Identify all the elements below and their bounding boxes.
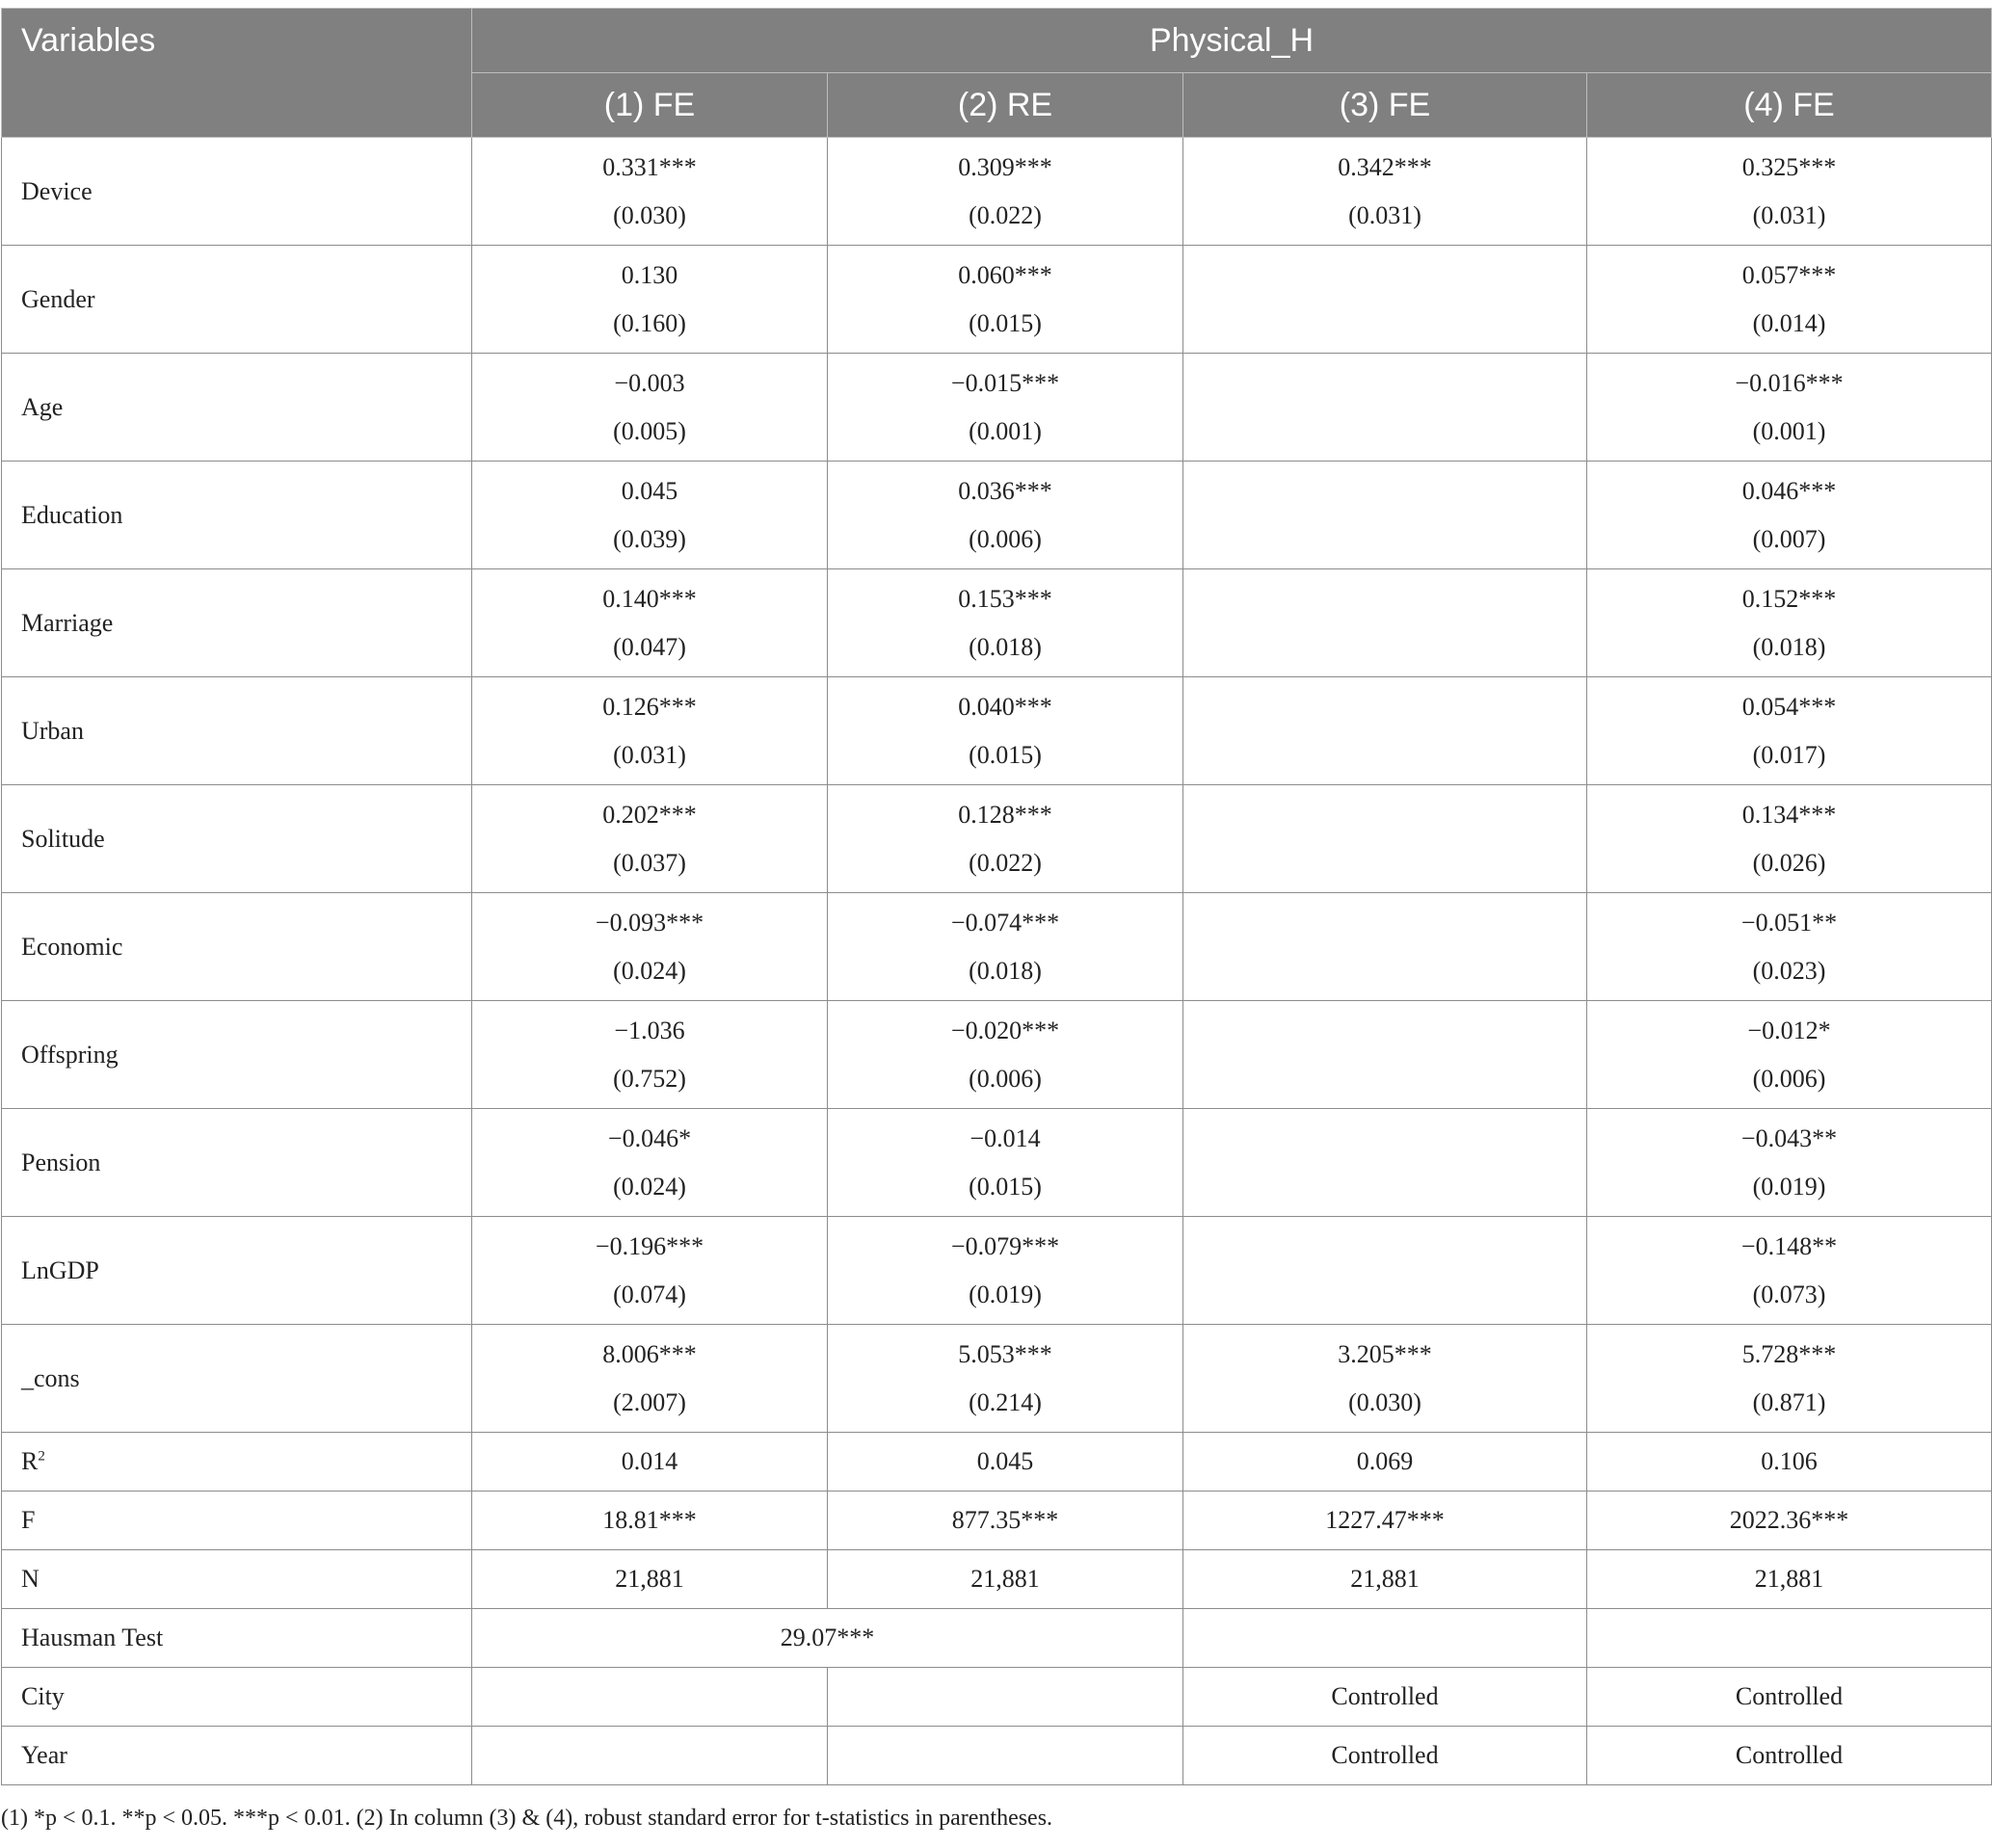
coefficient: 0.153*** [958, 584, 1052, 613]
header-col-4: (4) FE [1587, 73, 1992, 138]
row-label-n: N [2, 1550, 472, 1609]
coefficient: 5.053*** [958, 1339, 1052, 1368]
coef-cell [1587, 354, 1992, 462]
coef-cell [472, 246, 828, 354]
coefficient: −0.148** [1740, 1231, 1838, 1260]
standard-error: (0.039) [613, 524, 686, 553]
coefficient: −0.196*** [595, 1231, 704, 1260]
row-label: Offspring [2, 1001, 472, 1109]
stat-cell: 0.045 [828, 1433, 1183, 1492]
coef-cell [1587, 138, 1992, 246]
coef-cell [828, 1001, 1183, 1109]
stat-cell: 18.81*** [472, 1492, 828, 1550]
coef-cell [472, 1001, 828, 1109]
coef-cell [1587, 1109, 1992, 1217]
coef-cell [1587, 1001, 1992, 1109]
standard-error: (0.023) [1752, 956, 1826, 985]
table-row [2, 1217, 1992, 1325]
standard-error: (0.001) [969, 416, 1042, 445]
stat-cell: 21,881 [1587, 1550, 1992, 1609]
table-row [2, 1109, 1992, 1217]
coef-cell [1183, 462, 1587, 569]
stat-cell: Controlled [1183, 1668, 1587, 1727]
coef-cell [1587, 569, 1992, 677]
coef-cell [1183, 1109, 1587, 1217]
coef-cell [472, 785, 828, 893]
stat-cell: 877.35*** [828, 1492, 1183, 1550]
standard-error: (0.006) [969, 1064, 1042, 1093]
coef-cell [1183, 1217, 1587, 1325]
coef-cell [472, 893, 828, 1001]
coefficient: −0.046* [607, 1123, 692, 1152]
standard-error: (0.018) [969, 632, 1042, 661]
row-label: _cons [2, 1325, 472, 1433]
coefficient: −0.014 [969, 1123, 1041, 1152]
standard-error: (0.006) [1752, 1064, 1826, 1093]
standard-error: (0.037) [613, 848, 686, 877]
coefficient: 0.036*** [958, 476, 1052, 505]
row-label: Economic [2, 893, 472, 1001]
table-row-f [2, 1492, 1992, 1550]
standard-error: (0.018) [969, 956, 1042, 985]
coef-cell [472, 1109, 828, 1217]
hausman-value: 29.07*** [472, 1609, 1183, 1668]
coefficient: 0.046*** [1741, 476, 1837, 505]
standard-error: (0.007) [1752, 524, 1826, 553]
standard-error: (0.030) [613, 200, 686, 229]
table-row [2, 354, 1992, 462]
table-row [2, 246, 1992, 354]
coef-cell [472, 1325, 828, 1433]
coef-cell [1587, 785, 1992, 893]
stat-cell: 21,881 [828, 1550, 1183, 1609]
coefficient: 0.128*** [958, 800, 1052, 829]
row-label-f: F [2, 1492, 472, 1550]
coef-cell [828, 1325, 1183, 1433]
coefficient: 0.057*** [1741, 260, 1837, 289]
coefficient: 0.140*** [602, 584, 697, 613]
coef-cell [1183, 677, 1587, 785]
standard-error: (0.871) [1752, 1387, 1826, 1416]
table-row-city [2, 1668, 1992, 1727]
coefficient: −0.093*** [595, 908, 704, 937]
stat-cell: 1227.47*** [1183, 1492, 1587, 1550]
coefficient: 5.728*** [1741, 1339, 1837, 1368]
coef-cell [472, 462, 828, 569]
coefficient: 0.060*** [958, 260, 1052, 289]
table-row [2, 893, 1992, 1001]
header-col-1: (1) FE [472, 73, 828, 138]
table-row [2, 138, 1992, 246]
table-row [2, 1001, 1992, 1109]
standard-error: (0.005) [613, 416, 686, 445]
coefficient: −0.079*** [950, 1231, 1060, 1260]
coef-cell [1183, 569, 1587, 677]
standard-error: (0.015) [969, 1172, 1042, 1201]
table-row [2, 569, 1992, 677]
standard-error: (0.018) [1752, 632, 1826, 661]
coef-cell [828, 246, 1183, 354]
coef-cell [472, 569, 828, 677]
coef-cell [1183, 138, 1587, 246]
standard-error: (2.007) [613, 1387, 686, 1416]
stat-cell: 2022.36*** [1587, 1492, 1992, 1550]
stat-cell [472, 1668, 828, 1727]
coefficient: 0.126*** [602, 692, 697, 721]
standard-error: (0.014) [1752, 308, 1826, 337]
stat-cell: 21,881 [472, 1550, 828, 1609]
stat-cell: Controlled [1587, 1668, 1992, 1727]
coef-cell [472, 138, 828, 246]
standard-error: (0.019) [969, 1280, 1042, 1308]
coefficient: −0.012* [1747, 1016, 1831, 1044]
standard-error: (0.006) [969, 524, 1042, 553]
standard-error: (0.214) [969, 1387, 1042, 1416]
coef-cell [1587, 677, 1992, 785]
coef-cell [1587, 246, 1992, 354]
row-label: LnGDP [2, 1217, 472, 1325]
coefficient: −0.020*** [950, 1016, 1060, 1044]
row-label: Pension [2, 1109, 472, 1217]
coefficient: −0.043** [1740, 1123, 1838, 1152]
coef-cell [1183, 1325, 1587, 1433]
row-label: Device [2, 138, 472, 246]
coef-cell [828, 138, 1183, 246]
coef-cell [828, 1109, 1183, 1217]
table-row [2, 462, 1992, 569]
standard-error: (0.024) [613, 1172, 686, 1201]
coef-cell [1587, 1325, 1992, 1433]
header-col-2: (2) RE [828, 73, 1183, 138]
coef-cell [1183, 785, 1587, 893]
standard-error: (0.015) [969, 740, 1042, 769]
row-label-r2: $R^2$ [2, 1433, 472, 1492]
standard-error: (0.031) [1752, 200, 1826, 229]
coef-cell [1587, 1217, 1992, 1325]
header-variables: Variables [2, 9, 472, 138]
coef-cell [472, 354, 828, 462]
coefficient-rows [2, 138, 1992, 1433]
table-row [2, 677, 1992, 785]
coefficient: 0.342*** [1338, 152, 1432, 181]
stat-cell: 21,881 [1183, 1550, 1587, 1609]
table-row-r2 [2, 1433, 1992, 1492]
standard-error: (0.031) [1348, 200, 1421, 229]
stat-cell: Controlled [1183, 1727, 1587, 1785]
stat-cell: Controlled [1587, 1727, 1992, 1785]
coefficient: 0.130 [621, 260, 678, 289]
header-group-physical-h: Physical_H [472, 9, 1992, 73]
coef-cell [1183, 246, 1587, 354]
row-label-hausman: Hausman Test [2, 1609, 472, 1668]
coef-cell [828, 1217, 1183, 1325]
coefficient: 0.040*** [958, 692, 1052, 721]
coefficient: 0.331*** [602, 152, 697, 181]
stat-cell [1183, 1609, 1587, 1668]
stat-cell [828, 1727, 1183, 1785]
standard-error: (0.017) [1752, 740, 1826, 769]
coefficient: −0.015*** [950, 368, 1060, 397]
header-col-3: (3) FE [1183, 73, 1587, 138]
table-footnote: (1) *p < 0.1. **p < 0.05. ***p < 0.01. (2) In column (3) & (4), robust standard error for t-statistics in parentheses. [1, 1806, 1053, 1831]
standard-error: (0.047) [613, 632, 686, 661]
table-row [2, 1325, 1992, 1433]
coef-cell [828, 893, 1183, 1001]
standard-error: (0.024) [613, 956, 686, 985]
coef-cell [828, 354, 1183, 462]
coefficient: 0.202*** [602, 800, 697, 829]
coefficient: −1.036 [614, 1016, 685, 1044]
row-label: Urban [2, 677, 472, 785]
coef-cell [472, 677, 828, 785]
standard-error: (0.074) [613, 1280, 686, 1308]
coef-cell [1587, 893, 1992, 1001]
coefficient: 0.152*** [1741, 584, 1837, 613]
stat-cell: 0.014 [472, 1433, 828, 1492]
statistics-rows [2, 1433, 1992, 1785]
coefficient: −0.003 [614, 368, 685, 397]
stat-cell: 0.106 [1587, 1433, 1992, 1492]
row-label: Gender [2, 246, 472, 354]
coefficient: −0.016*** [1735, 368, 1844, 397]
table-row [2, 785, 1992, 893]
table-row-n [2, 1550, 1992, 1609]
stat-cell [828, 1668, 1183, 1727]
row-label-year: Year [2, 1727, 472, 1785]
coefficient: 0.054*** [1741, 692, 1837, 721]
coef-cell [828, 677, 1183, 785]
standard-error: (0.752) [613, 1064, 686, 1093]
table-row-hausman [2, 1609, 1992, 1668]
standard-error: (0.001) [1752, 416, 1826, 445]
coef-cell [828, 462, 1183, 569]
row-label-city: City [2, 1668, 472, 1727]
coefficient: −0.051** [1740, 908, 1838, 937]
stat-cell [472, 1727, 828, 1785]
standard-error: (0.030) [1348, 1387, 1421, 1416]
coefficient: −0.074*** [950, 908, 1060, 937]
coefficient: 0.045 [621, 476, 678, 505]
coef-cell [1183, 354, 1587, 462]
coef-cell [1587, 462, 1992, 569]
regression-table [1, 8, 1992, 1785]
coef-cell [472, 1217, 828, 1325]
coefficient: 3.205*** [1338, 1339, 1432, 1368]
standard-error: (0.022) [969, 200, 1042, 229]
coefficient: 0.309*** [958, 152, 1052, 181]
standard-error: (0.073) [1752, 1280, 1826, 1308]
coefficient: 0.134*** [1741, 800, 1837, 829]
row-label: Age [2, 354, 472, 462]
standard-error: (0.160) [613, 308, 686, 337]
coefficient: 0.325*** [1741, 152, 1837, 181]
coef-cell [1183, 893, 1587, 1001]
coef-cell [1183, 1001, 1587, 1109]
stat-cell: 0.069 [1183, 1433, 1587, 1492]
coef-cell [828, 569, 1183, 677]
stat-cell [1587, 1609, 1992, 1668]
coef-cell [828, 785, 1183, 893]
row-label: Education [2, 462, 472, 569]
standard-error: (0.031) [613, 740, 686, 769]
standard-error: (0.022) [969, 848, 1042, 877]
row-label: Marriage [2, 569, 472, 677]
standard-error: (0.026) [1752, 848, 1826, 877]
table-row-year [2, 1727, 1992, 1785]
row-label: Solitude [2, 785, 472, 893]
standard-error: (0.015) [969, 308, 1042, 337]
coefficient: 8.006*** [602, 1339, 697, 1368]
standard-error: (0.019) [1752, 1172, 1826, 1201]
